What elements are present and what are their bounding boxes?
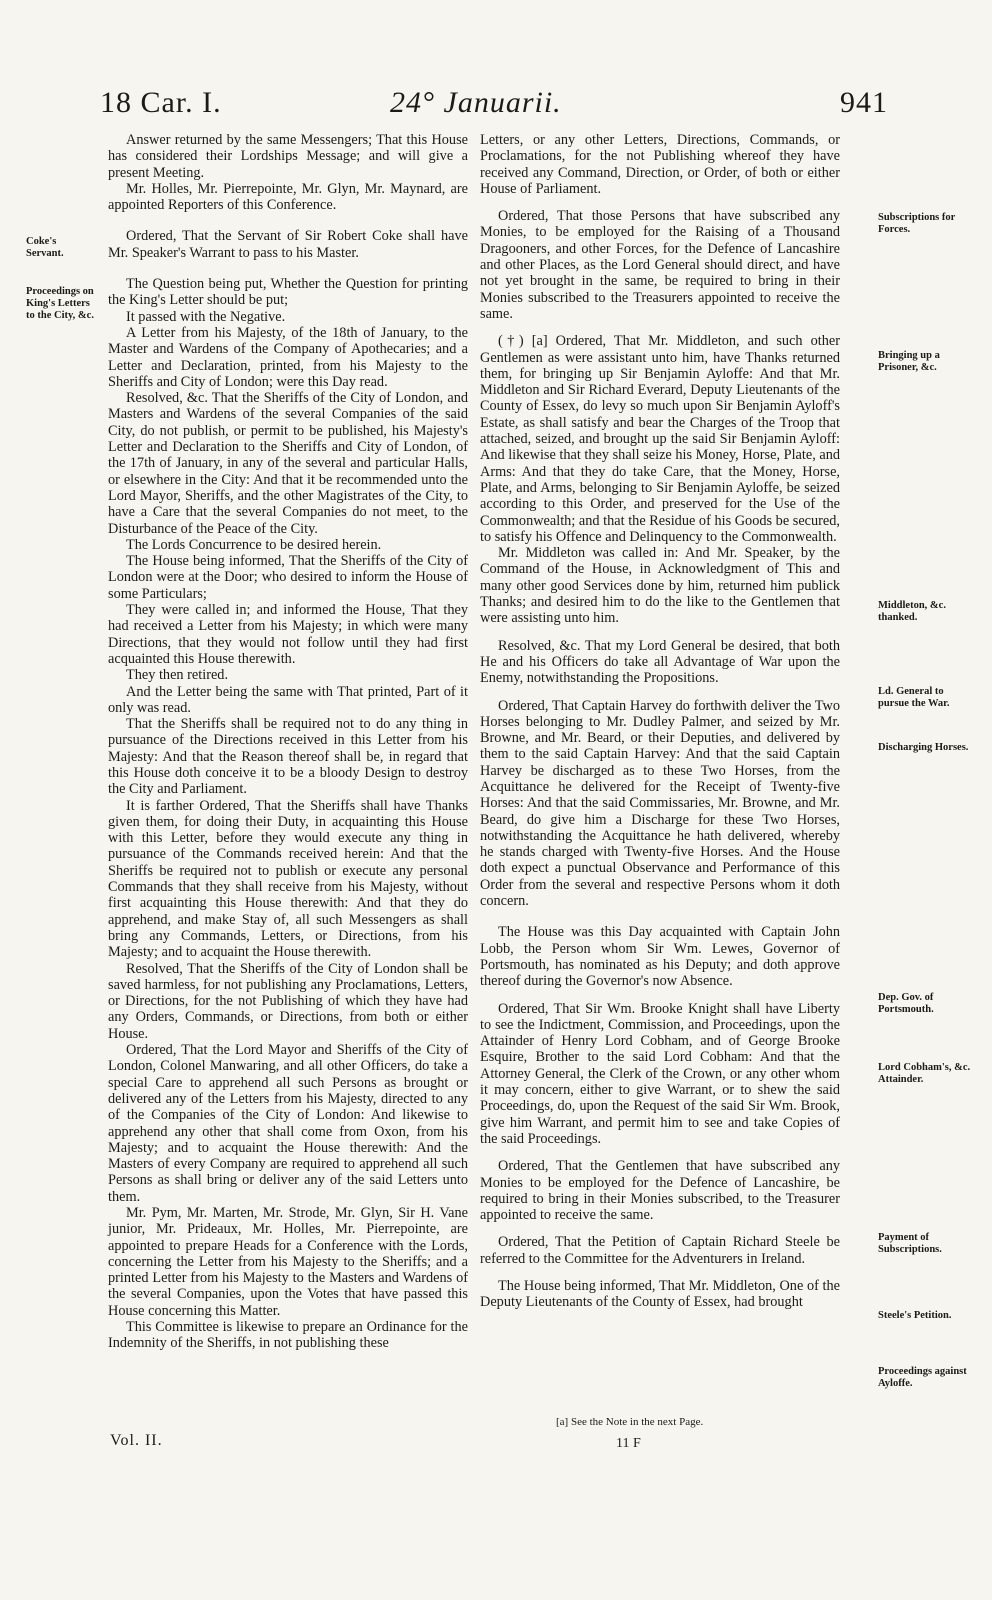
volume-mark: Vol. II. <box>110 1432 163 1449</box>
paragraph: A Letter from his Majesty, of the 18th of January, to the Master and Wardens of the Company of Apothecaries; and a Letter and Declaration, printed, from his Majesty to the Sheriffs and City of London; were this Day read. <box>108 324 468 390</box>
paragraph: Resolved, That the Sheriffs of the City of London shall be saved harmless, for not publishing any Proclamations, Letters, or Directions, for the not Publishing of which they have had any Orders, Commands, or Directions, from both or either House. <box>108 960 468 1042</box>
paragraph: (†) [a] Ordered, That Mr. Middleton, and such other Gentlemen as were assistant unto him, have Thanks returned them, for bringing up Sir Benjamin Ayloffe: And that Mr. Middleton and Sir Richard Everard, Deputy Lieutenants of the County of Essex, do levy so much upon Sir Benjamin Ayloff's Estate, as shall satisfy and bear the Charges of the Troop that attached, seized, and brought up the said Sir Benjamin Ayloff: And likewise that they shall seize his Money, Horse, Plate, and Arms: And that they do take Care, that the Money, Horse, Plate, and Arms, belonging to Sir Benjamin Ayloffe, be seized according to this Order, and preserved for the Use of the Commonwealth; and that the Residue of his Goods be secured, to satisfy his Offence and Delinquency to the Commonwealth. <box>480 333 840 545</box>
right-margin-note: Steele's Petition. <box>878 1310 952 1321</box>
paragraph: Ordered, That the Petition of Captain Richard Steele be referred to the Committee for the Adventurers in Ireland. <box>480 1234 840 1267</box>
paragraph: Ordered, That Captain Harvey do forthwith deliver the Two Horses belonging to Mr. Dudley Palmer, and seized by Mr. Browne, and Mr. Beard, or their Deputies, and delivered by them to the said Captain Harvey: And that the said Captain Harvey be discharged as to these Two Horses, from the Acquittance he delivered for the Receipt of Twenty-five Horses: And that the said Commissaries, Mr. Browne, and Mr. Beard, do give him a Discharge for these Two Horses, notwithstanding the Acquittance he hath delivered, whereby he stands charged with Twenty-five Horses. And the House doth expect a punctual Observance and Performance of this Order from the several and respective Persons whom it doth concern. <box>480 697 840 910</box>
footnote: [a] See the Note in the next Page. <box>556 1416 704 1428</box>
paragraph: The House being informed, That Mr. Middleton, One of the Deputy Lieutenants of the County of Essex, had brought <box>480 1278 840 1311</box>
paragraph: It is farther Ordered, That the Sheriffs shall have Thanks given them, for doing their Duty, in acquainting this House with this Letter, before they would execute any thing in pursuance of the Commands received herein: And that the Sheriffs be required not to publish or execute any personal Commands that they shall receive from his Majesty, without first acquainting this House therewith: And that they do apprehend, and make Stay of, all such Messengers as shall bring any Commands, Letters, or Directions, from his Majesty; and to acquaint the House therewith. <box>108 797 468 961</box>
paragraph: The Lords Concurrence to be desired herein. <box>126 536 382 553</box>
paragraph: The Question being put, Whether the Question for printing the King's Letter should be put; <box>108 276 468 309</box>
right-margin-note: Ld. General to pursue the War. <box>878 686 950 709</box>
paragraph: Ordered, That the Lord Mayor and Sheriffs of the City of London, Colonel Manwaring, and all other Officers, do take a special Care to apprehend all such Persons as brought or delivered any of the Letters from his Majesty, directed to any of the Companies of the City of London: And likewise to apprehend any other that shall come from Oxon, from his Majesty; and to acquaint the House therewith: And the Masters of every Company are required to apprehend all such Persons as shall bring or deliver any of the said Letters unto them. <box>108 1042 468 1205</box>
right-margin-note: Discharging Horses. <box>878 742 969 753</box>
right-margin-note: Proceedings against Ayloffe. <box>878 1366 967 1389</box>
right-margin-note: Middleton, &c. thanked. <box>878 600 946 623</box>
paragraph: That the Sheriffs shall be required not to do any thing in pursuance of the Directions received in this Letter from his Majesty: And that the Reason thereof shall be, in regard that this House doth conceive it to be a bloody Design to destroy the City and Parliament. <box>108 716 468 798</box>
right-margin-note: Bringing up a Prisoner, &c. <box>878 350 940 373</box>
paragraph: Resolved, &c. That the Sheriffs of the City of London, and Masters and Wardens of the several Companies of the said City, do not publish, or permit to be published, his Majesty's Letter and Declaration to the Sheriffs and City of London, of the 17th of January, in any of the several and particular Halls, or elsewhere in the City: And that it be recommended unto the Lord Mayor, Sheriffs, and the other Magistrates of the City, to have a Care that the several Companies do not meet, to the Disturbance of the Peace of the City. <box>108 390 468 537</box>
right-margin-note: Payment of Subscriptions. <box>878 1232 942 1255</box>
paragraph: Ordered, That the Servant of Sir Robert Coke shall have Mr. Speaker's Warrant to pass to his Master. <box>108 228 468 261</box>
signature-mark: 11 F <box>616 1436 641 1451</box>
header-regnal-year: 18 Car. I. <box>100 86 222 119</box>
paragraph: This Committee is likewise to prepare an Ordinance for the Indemnity of the Sheriffs, in not publishing these <box>108 1319 468 1352</box>
paragraph: Mr. Pym, Mr. Marten, Mr. Strode, Mr. Glyn, Sir H. Vane junior, Mr. Prideaux, Mr. Holles, Mr. Pierrepointe, are appointed to prepare Heads for a Conference with the Lords, concerning the Letter from his Majesty to the Sheriffs; and a printed Letter from his Majesty to the Masters and Wardens of the several Companies, upon the Votes that have passed this House concerning this Matter. <box>108 1205 468 1319</box>
left-margin-note: Coke's Servant. <box>26 236 64 259</box>
paragraph: Ordered, That Sir Wm. Brooke Knight shall have Liberty to see the Indictment, Commission, and Proceedings, upon the Attainder of Henry Lord Cobham, and of George Brooke Esquire, Brother to the said Lord Cobham: And that the Attorney General, the Clerk of the Crown, or any other whom it may concern, either to give Warrant, or to shew the said Proceedings, do, upon the Request of the said Sir Wm. Brook, give him Warrant, and permit him to see and take Copies of the said Proceedings. <box>480 1000 840 1147</box>
paragraph: It passed with the Negative. <box>126 308 286 325</box>
left-margin-note: Proceedings on King's Letters to the City, &c. <box>26 286 94 321</box>
right-margin-note: Subscriptions for Forces. <box>878 212 956 235</box>
running-header <box>0 86 992 126</box>
paragraph: Ordered, That those Persons that have subscribed any Monies, to be employed for the Raising of a Thousand Dragooners, and other Forces, for the Defence of Lancashire and other Places, as the Lord General should direct, and have not yet brought in the same, be required to bring in their Monies subscribed to the Treasurers appointed to receive the same. <box>480 208 840 322</box>
paragraph: Mr. Middleton was called in: And Mr. Speaker, by the Command of the House, in Acknowledgment of This and many other good Services done by him, returned him publick Thanks; and desired him to do the like to the Gentlemen that were assisting unto him. <box>480 545 840 627</box>
right-margin-note: Lord Cobham's, &c. Attainder. <box>878 1062 971 1085</box>
header-date: 24° Januarii. <box>390 86 562 119</box>
paragraph: Resolved, &c. That my Lord General be desired, that both He and his Officers do take all Advantage of War upon the Enemy, notwithstanding the Propositions. <box>480 637 840 687</box>
paragraph: Answer returned by the same Messengers; That this House has considered their Lordships Message; and will give a present Meeting. <box>108 132 468 181</box>
paragraph: The House was this Day acquainted with Captain John Lobb, the Person whom Sir Wm. Lewes, Governor of Portsmouth, has nominated as his Deputy; and doth approve thereof during the Governor's now Absence. <box>480 924 840 990</box>
left-column <box>108 132 468 1352</box>
paragraph: Letters, or any other Letters, Directions, Commands, or Proclamations, for the not Publishing whereof they have received any Command, Direction, or Order, of both or either House of Parliament. <box>480 132 840 197</box>
paragraph: And the Letter being the same with That printed, Part of it only was read. <box>108 683 468 716</box>
paragraph: Ordered, That the Gentlemen that have subscribed any Monies to be employed for the Defence of Lancashire, be required to bring in their Monies subscribed, to the Treasurer appointed to receive the same. <box>480 1158 840 1224</box>
paragraph: The House being informed, That the Sheriffs of the City of London were at the Door; who desired to inform the House of some Particulars; <box>108 553 468 602</box>
header-page-number: 941 <box>840 86 888 119</box>
paragraph: They then retired. <box>126 667 229 684</box>
right-column <box>480 132 840 1311</box>
right-margin-note: Dep. Gov. of Portsmouth. <box>878 992 934 1015</box>
paragraph: They were called in; and informed the House, That they had received a Letter from his Majesty; in which were many Directions, that they would not follow until they had first acquainted this House therewith. <box>108 602 468 667</box>
paragraph: Mr. Holles, Mr. Pierrepointe, Mr. Glyn, Mr. Maynard, are appointed Reporters of this Conference. <box>108 180 468 214</box>
